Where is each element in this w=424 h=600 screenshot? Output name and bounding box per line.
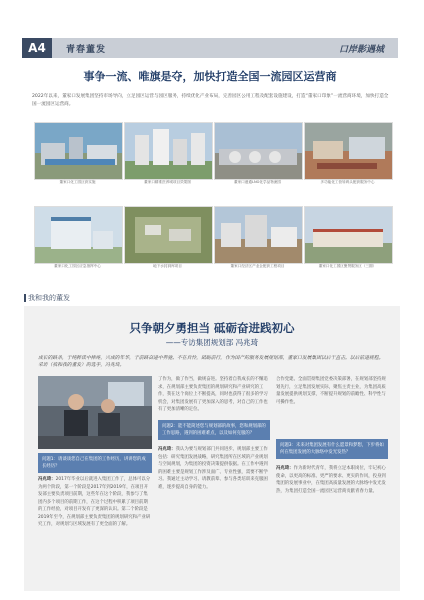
column-2-top: 了作为，做了作当，做规奋进。坚持着自我成长的不懈追求，在规划部主要负责集团的规划研究和产业研究的工作，我在这个岗位上不断提高，同时也获得了很多的学习机会，对集团发展有了更加深入的思考，对自己的工作也有了更加清晰的定位。 bbox=[158, 377, 268, 412]
logo: 口岸影遇城 bbox=[338, 45, 384, 55]
article-paragraph: 2022年以来，董家口发展集团坚持市场导向，立足园区运营与园区服务，持续优化产业布局，完善园区公用工程及配套设施建设，打造“董家口印象”一流营商环境，加快打造全国一流园区运营商。 bbox=[32, 94, 389, 107]
answer-speaker: 冯兆琦： bbox=[158, 447, 176, 452]
interview-subtitle: ——专访集团规划部 冯兆琦 bbox=[165, 338, 259, 347]
answer-speaker: 冯兆琦： bbox=[276, 466, 294, 471]
answer-speaker: 冯兆琦： bbox=[38, 477, 56, 482]
photo-caption: 地下水封洞库项目 bbox=[153, 264, 182, 268]
photo-service-area bbox=[304, 206, 393, 264]
page-number-badge: A4 bbox=[22, 38, 52, 58]
photo-caption: 董家口港通LNG化学品物流园 bbox=[233, 180, 281, 184]
interview-title: 只争朝夕勇担当 砥砺奋进践初心 bbox=[129, 321, 295, 335]
answer-column-2 bbox=[158, 446, 270, 584]
divider-marker bbox=[24, 294, 26, 302]
answer-column-3 bbox=[276, 465, 388, 584]
photo-caption: 董家口精准医养城项目效果图 bbox=[144, 180, 191, 184]
interview-photo bbox=[38, 376, 152, 449]
photo-caption: 多功能化工营转码头配套服务中心 bbox=[320, 180, 375, 184]
interview-panel bbox=[24, 306, 400, 591]
question-box-2: 问题2：能不能简述您与规划部的故事，您和规划部的工作思路，遇到的困难难点，以及如何克服的？ bbox=[158, 420, 270, 440]
photo-chemical-park bbox=[34, 122, 123, 180]
answer-text: 作为新时代青年，我将立足本职岗位，牢记初心使命，以更高的标准、更严的要求、更实的作风，投身到集团的发展事业中，在集团高质量发展的大脉络中发光发热，为集团打造全国一流园区运营商贡献青春力量。 bbox=[276, 466, 386, 494]
photo-service-center bbox=[304, 122, 393, 180]
answer-column-1 bbox=[38, 476, 152, 584]
section-title: 青春董发 bbox=[66, 45, 107, 55]
photo-caption: 董家口化工园区聚贤服务区（三期） bbox=[318, 264, 377, 268]
question-box-1: 问题1：请谈谈您自己在集团的工作经历，讲讲您的成长经历？ bbox=[38, 453, 152, 473]
answer-text: 2017年毕业以后就进入集团工作了，总体可以分为两个阶段，第一个阶段是2017年到2019年，在项目开发部主要负责项目前期，这些年在这个阶段，我参与了集团内多个项目的前期工作，在这个过程中积累了项目前期的工作经验，对项目开发有了更深的认识。第二个阶段是2019年至今，在规划部主要负责集团的规划研究和产业研究工作，对规划与区域发展有了更全面的了解。 bbox=[38, 477, 151, 527]
photo-caption: 董家口化工园区应急指挥中心 bbox=[54, 264, 101, 268]
photo-caption: 董家口化工园区套实施 bbox=[59, 180, 96, 184]
photo-caption: 董家口经济区产业企配套工程项目 bbox=[230, 264, 285, 268]
photo-medical-city bbox=[124, 122, 213, 180]
divider-label: 我和我的董发 bbox=[28, 294, 70, 302]
photo-cavern-project bbox=[124, 206, 213, 264]
article-title: 事争一流、唯旗是夺，加快打造全国一流园区运营商 bbox=[83, 70, 337, 83]
interview-intro: 成长的路条，于纯粹读中摔疼，兴成的年华，于前路奋进中奔驰。不在自怜，砥砺前行，作为国产的服务发展规划部，董家口发展集团以后干直击。以后前进规程。采访（我和我的董发）的选手，冯兆琦。 bbox=[38, 356, 384, 368]
column-3-top: 合作党建。全面贯彻集团党委决策部署，在规划部坚持规划先行，立足集团发展实际，聚焦主责主业，为集团高质量发展提供规划支撑，不断提升规划的前瞻性、科学性与可操作性。 bbox=[276, 377, 386, 405]
question-box-3: 问题3：未来对集团发展有什么愿景和梦想，下步将如何在集团发展的大脉络中发光发热？ bbox=[276, 439, 388, 459]
photo-lng-park bbox=[214, 122, 303, 180]
answer-text: 我认为要与规划部门共同进步。规划部主要工作包括：研究集团发展战略，研究集团所在区域的产业规划与空间规划，为集团的投资决策提供依据。在工作中遇到的困难主要是规划工作涉及面广、专业性强，需要不断学习。我通过主动学习、请教前辈、参与各类培训来克服困难，逐步提高自身的能力。 bbox=[158, 447, 268, 490]
page-header bbox=[22, 38, 398, 58]
photo-industry-project bbox=[214, 206, 303, 264]
photo-emergency-center bbox=[34, 206, 123, 264]
